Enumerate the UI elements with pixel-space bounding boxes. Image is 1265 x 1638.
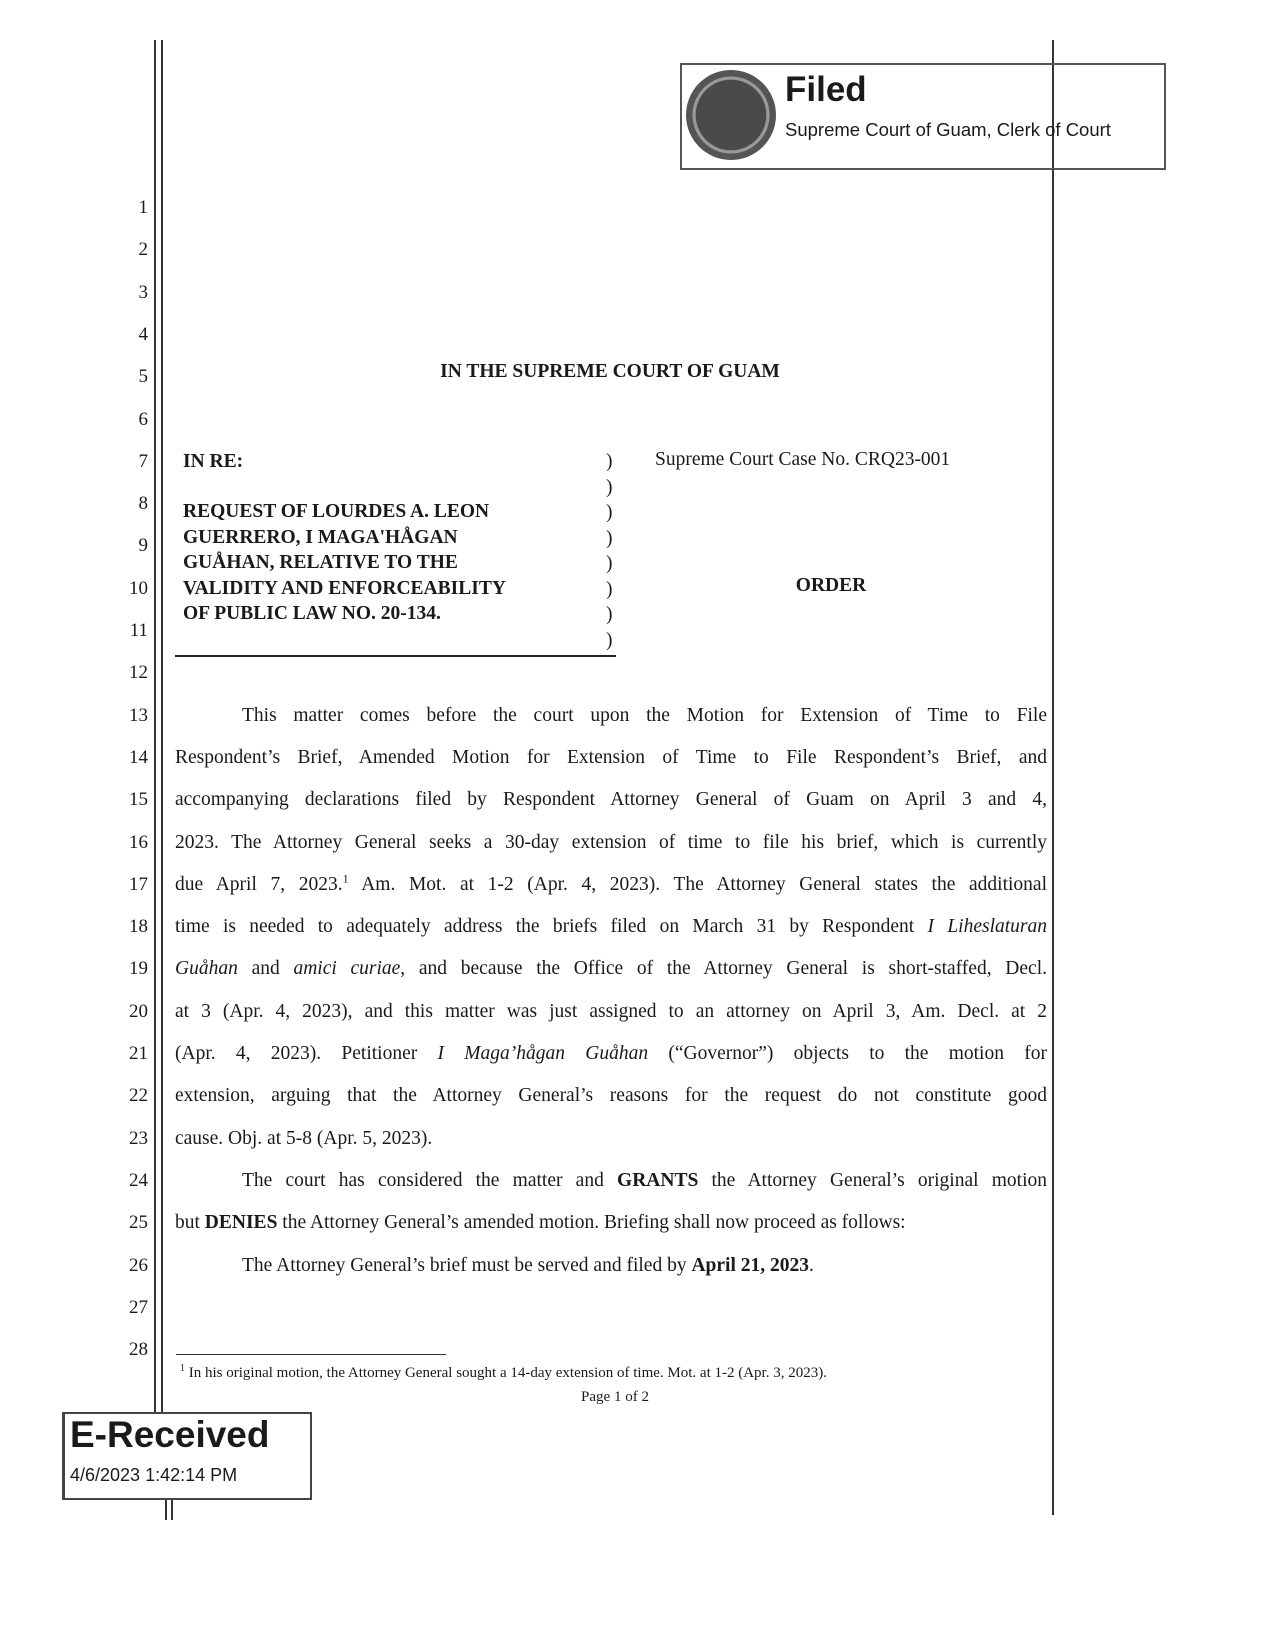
e-received-datetime: 4/6/2023 1:42:14 PM: [70, 1465, 238, 1485]
footnote: [180, 1363, 827, 1382]
caption-title: [183, 499, 506, 627]
text-segment: but: [175, 1212, 205, 1234]
caption-title-line: GUERRERO, I MAGA'HÅGAN: [183, 526, 458, 548]
text-segment: (Apr. 4, 2023). Petitioner: [175, 1043, 438, 1064]
body-line: [175, 912, 1047, 942]
left-margin-rule-outer: [154, 40, 156, 1412]
line-number: 9: [138, 535, 148, 557]
text-segment: Guåhan: [175, 958, 238, 980]
body-line: [242, 1251, 1047, 1281]
text-segment: extension, arguing that the Attorney General’s reasons for the request do not constitute good: [175, 1085, 1047, 1107]
text-segment: The Attorney General’s brief must be served and filed by: [242, 1254, 692, 1276]
text-segment: (“Governor”) objects to the motion for: [648, 1043, 1047, 1064]
body-line: [175, 1208, 1047, 1238]
text-segment: .: [809, 1254, 814, 1276]
body-line: [175, 1081, 1047, 1111]
text-segment: Am. Mot. at 1-2 (Apr. 4, 2023). The Attorney General states the additional: [348, 873, 1047, 895]
text-segment: amici curiae: [293, 958, 401, 980]
caption-parens: [606, 449, 613, 653]
line-number: 20: [129, 1000, 148, 1022]
left-margin-rule-bottom-inner: [171, 1500, 173, 1520]
text-segment: time is needed to adequately address the briefs filed on March 31 by Respondent: [175, 916, 928, 938]
body-line: [175, 785, 1047, 815]
text-segment: and: [237, 958, 294, 980]
case-number: Supreme Court Case No. CRQ23-001: [655, 449, 951, 470]
text-segment: I Liheslaturan: [927, 916, 1047, 938]
body-line: [175, 1039, 1047, 1069]
footnote-separator: [176, 1354, 446, 1355]
left-margin-rule-inner: [161, 40, 163, 1412]
body-line: [175, 828, 1047, 858]
paren: ): [606, 451, 613, 472]
line-number: 22: [129, 1085, 148, 1107]
line-number: 8: [138, 493, 148, 515]
page-number: Page 1 of 2: [581, 1389, 649, 1405]
line-number: 25: [129, 1212, 148, 1234]
line-number: 27: [129, 1296, 148, 1318]
text-segment: I Maga’hågan Guåhan: [437, 1043, 649, 1064]
line-number: 5: [138, 366, 148, 388]
line-number: 13: [129, 704, 148, 726]
filed-stamp-subtitle: Supreme Court of Guam, Clerk of Court: [785, 119, 1111, 140]
text-segment: Respondent’s Brief, Amended Motion for Extension of Time to File Respondent’s Brief, and: [175, 746, 1047, 768]
text-segment: the Attorney General’s original motion: [698, 1169, 1047, 1191]
caption-title-line: REQUEST OF LOURDES A. LEON: [183, 501, 490, 522]
text-segment: April 21, 2023: [691, 1254, 809, 1276]
line-number: 21: [129, 1043, 148, 1064]
line-number: 18: [129, 916, 148, 938]
line-number: 7: [138, 450, 148, 472]
text-segment: This matter comes before the court upon the Motion for Extension of Time to File: [242, 704, 1047, 726]
footnote-marker: 1: [180, 1363, 185, 1374]
text-segment: cause. Obj. at 5-8 (Apr. 5, 2023).: [175, 1127, 433, 1149]
text-segment: DENIES: [204, 1212, 278, 1234]
caption-title-line: OF PUBLIC LAW NO. 20-134.: [183, 603, 441, 624]
line-number: 12: [129, 662, 148, 684]
line-number: 19: [129, 958, 148, 980]
line-number: 26: [129, 1254, 148, 1276]
body-line: [175, 870, 1047, 900]
caption-title-line: VALIDITY AND ENFORCEABILITY: [183, 577, 506, 599]
line-number: 23: [129, 1127, 148, 1149]
line-number: 15: [129, 789, 148, 811]
line-number: 3: [138, 281, 148, 303]
footnote-reference: 1: [342, 871, 349, 886]
text-segment: at 3 (Apr. 4, 2023), and this matter was just assigned to an attorney on April 3, Am. Decl. at 2: [175, 1000, 1047, 1022]
line-number: 17: [129, 873, 148, 895]
paren: ): [606, 604, 613, 625]
footnote-text: In his original motion, the Attorney General sought a 14-day extension of time. Mot. at 1-2 (Apr. 3, 2023).: [188, 1365, 827, 1381]
body-line: [175, 743, 1047, 773]
paren: ): [606, 527, 613, 549]
left-margin-rule-bottom-outer: [165, 1500, 167, 1520]
e-received-title: E-Received: [70, 1414, 270, 1455]
text-segment: GRANTS: [617, 1169, 699, 1191]
document-type: ORDER: [795, 575, 867, 596]
line-number: 28: [129, 1339, 148, 1361]
body-line: [242, 1166, 1047, 1196]
line-number: 1: [138, 197, 148, 218]
paren: ): [606, 629, 613, 651]
court-seal-icon: [686, 70, 776, 160]
text-segment: the Attorney General’s amended motion. Briefing shall now proceed as follows:: [277, 1212, 906, 1234]
text-segment: 2023. The Attorney General seeks a 30-day extension of time to file his brief, which is currently: [175, 831, 1047, 853]
caption-in-re: IN RE:: [183, 451, 244, 472]
body-line: [175, 954, 1047, 984]
paren: ): [606, 502, 613, 523]
body-line: [175, 1124, 1047, 1154]
caption-underline: [175, 655, 616, 657]
line-number: 2: [138, 239, 148, 261]
line-number: 6: [138, 408, 148, 430]
paren: ): [606, 578, 613, 600]
line-number: 4: [138, 323, 148, 345]
line-number: 24: [129, 1169, 148, 1191]
body-line: [242, 701, 1047, 731]
paren: ): [606, 553, 613, 574]
text-segment: accompanying declarations filed by Respondent Attorney General of Guam on April 3 and 4,: [175, 789, 1047, 811]
line-number: 16: [129, 831, 148, 853]
filed-stamp-title: Filed: [785, 70, 867, 109]
line-number: 10: [129, 577, 148, 599]
body-line: [175, 997, 1047, 1027]
right-margin-rule: [1052, 40, 1054, 1515]
text-segment: , and because the Office of the Attorney General is short-staffed, Decl.: [400, 958, 1047, 980]
court-heading: IN THE SUPREME COURT OF GUAM: [440, 361, 780, 382]
line-number: 14: [129, 746, 148, 768]
text-segment: The court has considered the matter and: [242, 1169, 618, 1191]
line-number: 11: [129, 620, 148, 641]
caption-title-line: GUÅHAN, RELATIVE TO THE: [183, 552, 458, 573]
text-segment: due April 7, 2023.: [175, 873, 343, 895]
paren: ): [606, 476, 613, 498]
